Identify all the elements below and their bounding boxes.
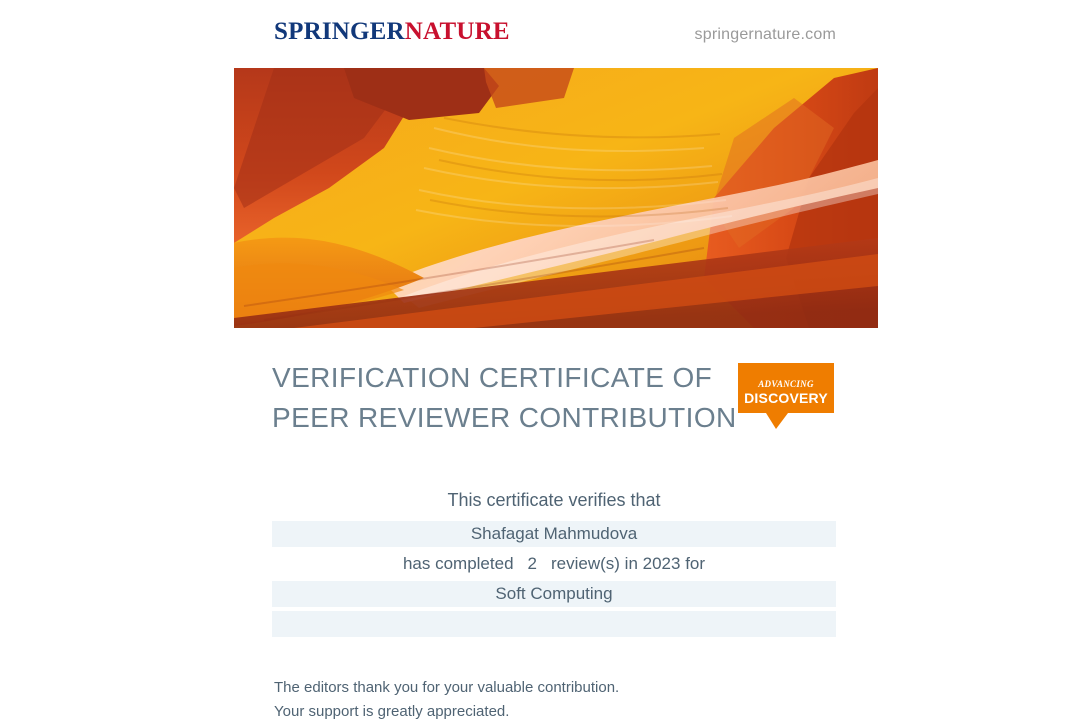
reviews-label: review(s) in bbox=[551, 554, 638, 573]
canyon-illustration bbox=[234, 68, 878, 328]
thanks-block bbox=[274, 676, 874, 724]
title-line-2: PEER REVIEWER CONTRIBUTION bbox=[272, 402, 737, 433]
page-header bbox=[0, 8, 1080, 54]
logo-nature-text: NATURE bbox=[404, 18, 510, 45]
certificate-title bbox=[272, 358, 742, 438]
certificate-body bbox=[272, 486, 836, 641]
verifies-text: This certificate verifies that bbox=[447, 490, 661, 510]
badge-line-2: DISCOVERY bbox=[744, 390, 828, 406]
site-url: springernature.com bbox=[694, 26, 836, 43]
review-count: 2 bbox=[527, 554, 537, 573]
review-summary-line bbox=[272, 551, 836, 577]
badge-line-1: ADVANCING bbox=[758, 379, 814, 389]
springer-nature-logo bbox=[274, 18, 510, 46]
thanks-line-2: Your support is greatly appreciated. bbox=[274, 703, 510, 720]
banner-image bbox=[234, 68, 878, 328]
completed-prefix: has completed bbox=[402, 554, 514, 573]
for-label: for bbox=[685, 554, 706, 573]
advancing-discovery-badge bbox=[736, 361, 836, 431]
badge-shape-icon bbox=[736, 361, 836, 431]
logo-springer-text: SPRINGER bbox=[274, 18, 405, 45]
thanks-line-1: The editors thank you for your valuable contribution. bbox=[274, 679, 620, 696]
reviewer-name-field: Shafagat Mahmudova bbox=[272, 521, 836, 547]
extra-field bbox=[272, 611, 836, 637]
journal-field: Soft Computing bbox=[272, 581, 836, 607]
review-year: 2023 bbox=[642, 554, 681, 573]
title-line-1: VERIFICATION CERTIFICATE OF bbox=[272, 362, 713, 393]
